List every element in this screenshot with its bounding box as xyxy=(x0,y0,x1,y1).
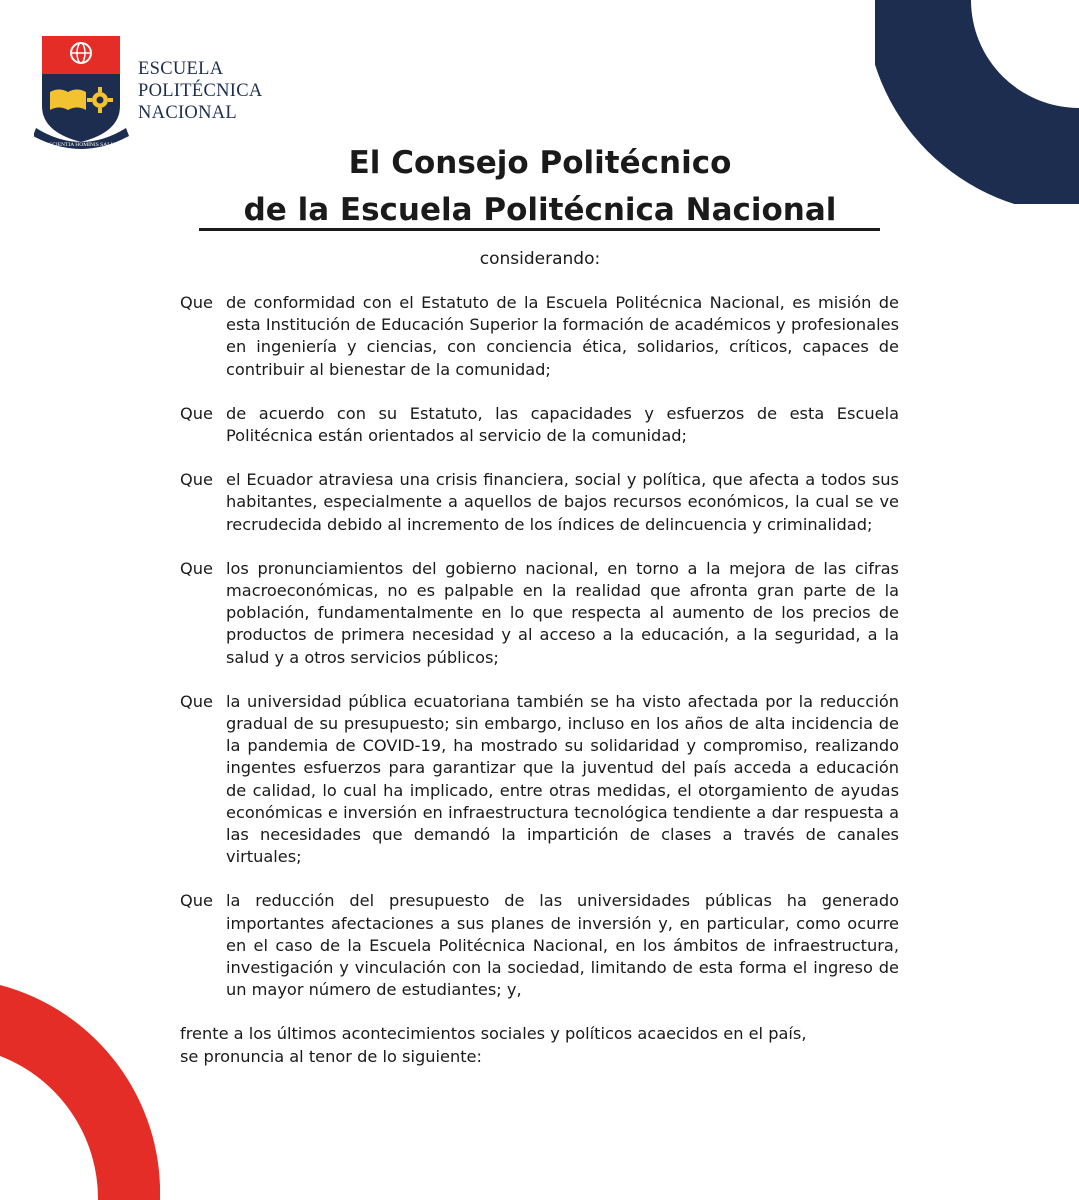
paragraph-3 xyxy=(180,469,899,536)
paragraph-5 xyxy=(180,691,899,869)
paragraph-text: la universidad pública ecuatoriana también se ha visto afectada por la reducción gradual de su presupuesto; sin embargo, incluso en los años de alta incidencia de la pandemia de COVID-19, ha mostrado su solidaridad y compromiso, realizando ingentes esfuerzos para garantizar que la juventud del país acceda a educación de calidad, lo cual ha implicado, entre otras medidas, el otorgamiento de ayudas económicas e inversión en infraestructura tecnológica tendiente a dar respuesta a las necesidades que demandó la impartición de clases a través de canales virtuales; xyxy=(226,691,899,867)
title-divider xyxy=(199,228,880,231)
closing-line-1: frente a los últimos acontecimientos sociales y políticos acaecidos en el país, xyxy=(180,1024,807,1044)
institution-crest-icon xyxy=(34,36,134,154)
paragraph-lead: Que xyxy=(180,691,213,711)
title-line-2: de la Escuela Politécnica Nacional xyxy=(243,192,837,228)
institution-name-line-1: ESCUELA xyxy=(138,59,224,79)
title-line-1: El Consejo Politécnico xyxy=(348,145,732,181)
paragraph-lead: Que xyxy=(180,293,213,312)
paragraph-6 xyxy=(180,890,899,1001)
paragraph-4 xyxy=(180,558,899,669)
paragraph-text: los pronunciamientos del gobierno nacional, en torno a la mejora de las cifras macroeconómicas, no es palpable en la realidad que afronta gran parte de la población, fundamentalmente en lo que respecta al aumento de los precios de productos de primera necesidad y al acceso a la educación, a la seguridad, a la salud y a otros servicios públicos; xyxy=(226,558,899,667)
paragraph-text: de acuerdo con su Estatuto, las capacidades y esfuerzos de esta Escuela Politécnica están orientados al servicio de la comunidad; xyxy=(226,403,899,446)
paragraph-text: el Ecuador atraviesa una crisis financiera, social y política, que afecta a todos sus habitantes, especialmente a aquellos de bajos recursos económicos, la cual se ve recrudecida debido al incremento de los índices de delincuencia y criminalidad; xyxy=(226,470,899,534)
paragraph-lead: Que xyxy=(180,470,213,490)
paragraph-lead: Que xyxy=(180,403,213,423)
navy-corner-arc xyxy=(875,0,1079,204)
institution-name-line-3: NACIONAL xyxy=(138,103,238,123)
institution-name-line-2: POLITÉCNICA xyxy=(138,81,263,101)
paragraph-text: de conformidad con el Estatuto de la Escuela Politécnica Nacional, es misión de esta Institución de Educación Superior la formación de académicos y profesionales en ingeniería y ciencias, con conciencia ética, solidarios, críticos, capaces de contribuir al bienestar de la comunidad; xyxy=(226,293,899,379)
paragraph-lead: Que xyxy=(180,558,213,578)
document-body xyxy=(180,292,899,1068)
paragraph-1 xyxy=(180,292,899,381)
institution-name xyxy=(138,58,263,124)
paragraph-text: la reducción del presupuesto de las universidades públicas ha generado importantes afectaciones a sus planes de inversión y, en particular, como ocurre en el caso de la Escuela Politécnica Nacional, en los ámbitos de infraestructura, investigación y vinculación con la sociedad, limitando de esta forma el ingreso de un mayor número de estudiantes; y, xyxy=(226,891,899,1000)
paragraph-2 xyxy=(180,403,899,447)
page-title xyxy=(200,140,880,234)
red-corner-arc xyxy=(0,980,160,1200)
closing-statement xyxy=(180,1023,899,1067)
paragraph-lead: Que xyxy=(180,891,213,911)
closing-line-2: se pronuncia al tenor de lo siguiente: xyxy=(180,1046,482,1066)
svg-text:E SCIENTIA HOMINIS SALUS: E SCIENTIA HOMINIS SALUS xyxy=(44,142,118,148)
considering-heading: considerando: xyxy=(479,249,601,269)
